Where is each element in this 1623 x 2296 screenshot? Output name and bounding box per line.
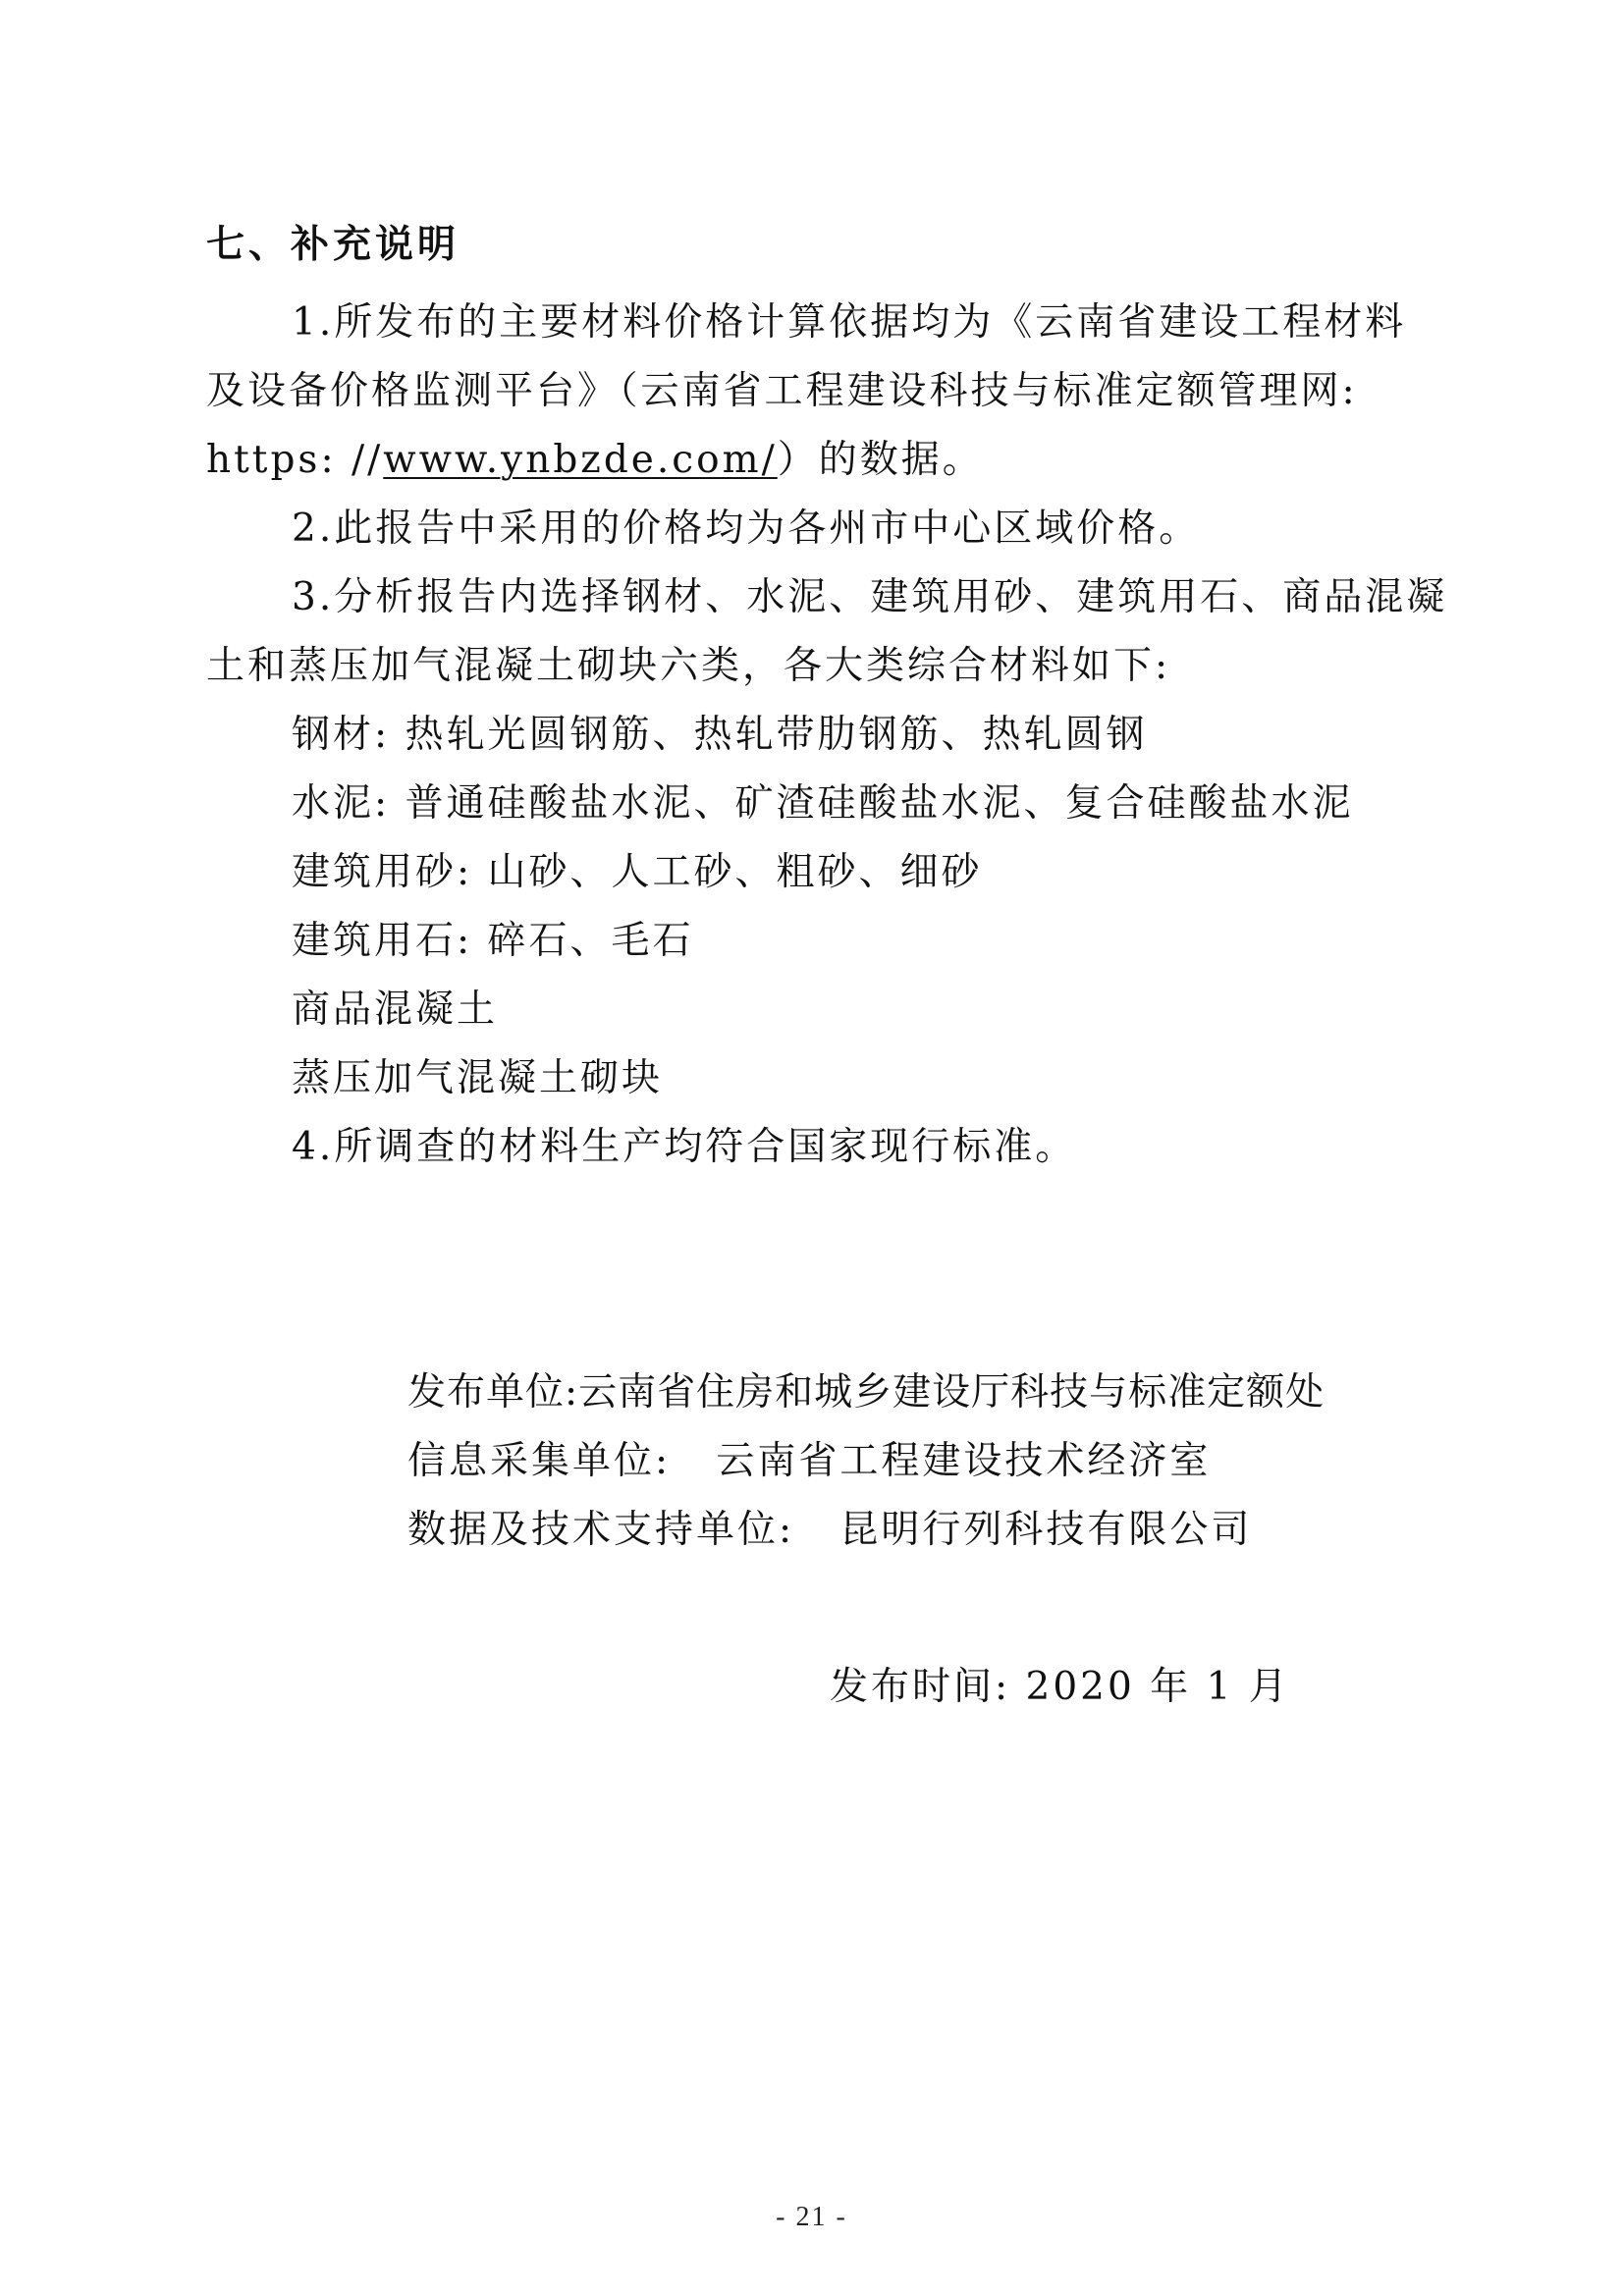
note-1-line-1: 1.所发布的主要材料价格计算依据均为《云南省建设工程材料 [292, 300, 1407, 345]
category-cement: 水泥: 普通硅酸盐水泥、矿渣硅酸盐水泥、复合硅酸盐水泥 [292, 781, 1354, 826]
note-3-line-2: 土和蒸压加气混凝土砌块六类，各大类综合材料如下: [206, 644, 1171, 688]
category-concrete: 商品混凝土 [292, 988, 499, 1032]
collector-line: 信息采集单位: 云南省工程建设技术经济室 [407, 1439, 1212, 1483]
category-steel: 钢材: 热轧光圆钢筋、热轧带肋钢筋、热轧圆钢 [292, 713, 1148, 757]
category-sand: 建筑用砂: 山砂、人工砂、粗砂、细砂 [292, 850, 983, 894]
note-1-line-3 [206, 437, 984, 484]
support-line: 数据及技术支持单位: 昆明行列科技有限公司 [407, 1508, 1253, 1552]
section-heading: 七、补充说明 [206, 222, 460, 267]
page-number: - 21 - [776, 2202, 847, 2232]
note-1-line-2: 及设备价格监测平台》（云南省工程建设科技与标准定额管理网: [206, 369, 1358, 413]
issuer-line: 发布单位:云南省住房和城乡建设厅科技与标准定额处 [407, 1370, 1325, 1415]
note-4: 4.所调查的材料生产均符合国家现行标准。 [292, 1125, 1077, 1169]
website-link[interactable]: www.ynbzde.com/ [383, 438, 778, 482]
category-aerated-block: 蒸压加气混凝土砌块 [292, 1056, 664, 1100]
category-stone: 建筑用石: 碎石、毛石 [292, 919, 694, 963]
publish-date: 发布时间: 2020 年 1 月 [830, 1665, 1290, 1709]
note-3-line-1: 3.分析报告内选择钢材、水泥、建筑用砂、建筑用石、商品混凝 [292, 575, 1448, 619]
note-2: 2.此报告中采用的价格均为各州市中心区域价格。 [292, 507, 1201, 551]
url-suffix: ）的数据。 [777, 438, 984, 482]
url-prefix: https: // [206, 438, 384, 482]
